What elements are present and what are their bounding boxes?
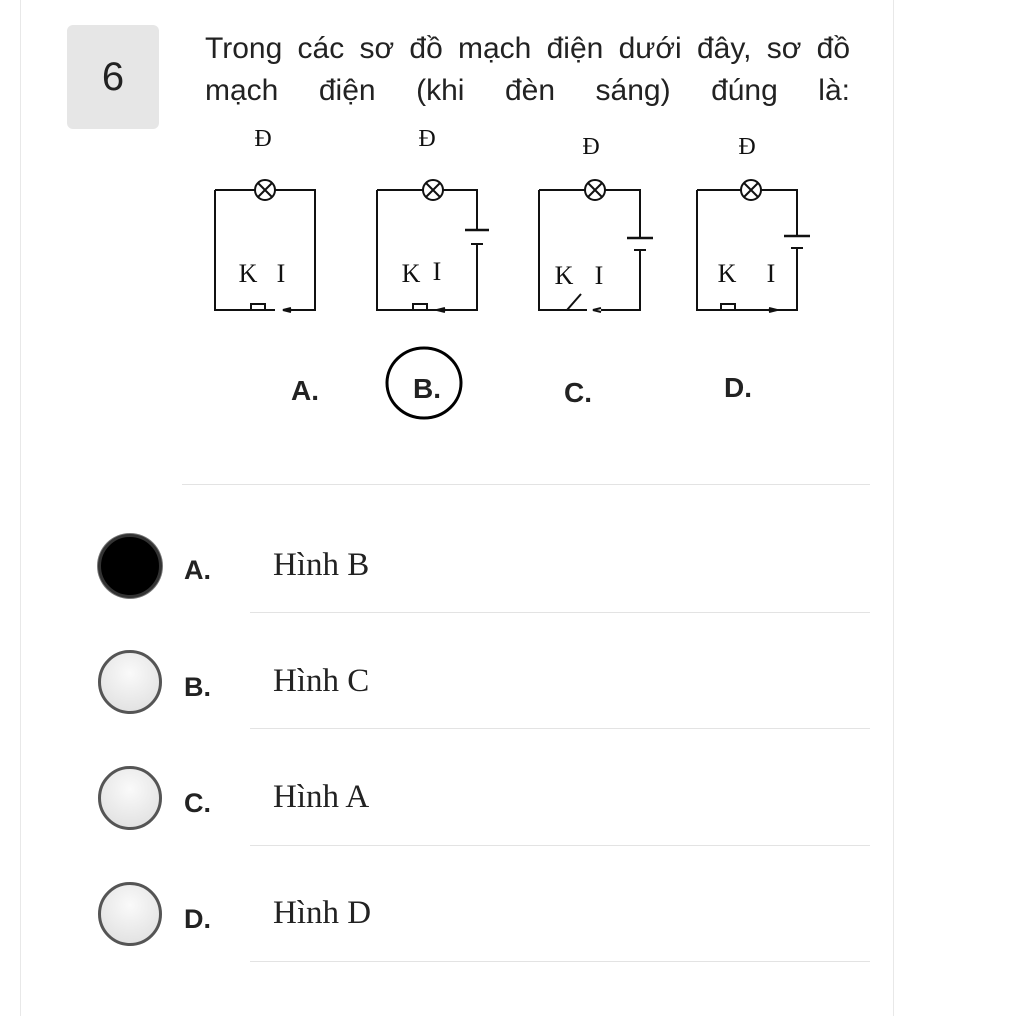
circuit-a xyxy=(215,180,315,312)
lamp-label-c: Đ xyxy=(582,134,600,160)
question-divider xyxy=(182,484,870,485)
option-divider xyxy=(250,612,870,613)
option-d-radio[interactable] xyxy=(98,882,162,946)
current-label-b: I xyxy=(432,257,442,286)
circuit-b xyxy=(377,180,489,312)
switch-label-a: K xyxy=(238,259,258,288)
current-label-c: I xyxy=(594,261,604,290)
option-divider xyxy=(250,728,870,729)
option-a-radio[interactable] xyxy=(98,534,162,598)
option-divider xyxy=(250,961,870,962)
question-number: 6 xyxy=(67,25,159,129)
option-d-text[interactable]: Hình D xyxy=(273,895,372,931)
option-divider xyxy=(250,845,870,846)
circuit-c xyxy=(539,180,653,312)
switch-label-d: K xyxy=(717,259,737,288)
option-d-letter: D. xyxy=(184,904,211,934)
option-b-text[interactable]: Hình C xyxy=(273,663,370,699)
lamp-label-b: Đ xyxy=(418,126,436,152)
diagram-label-d: D. xyxy=(724,372,752,403)
circuit-d xyxy=(697,180,810,312)
diagram-label-a: A. xyxy=(291,375,319,406)
circuit-diagrams xyxy=(195,112,825,432)
current-label-a: I xyxy=(276,259,286,288)
option-c-radio[interactable] xyxy=(98,766,162,830)
lamp-label-a: Đ xyxy=(254,126,272,152)
current-label-d: I xyxy=(766,259,776,288)
option-c-text[interactable]: Hình A xyxy=(273,779,370,815)
option-b-letter: B. xyxy=(184,672,211,702)
diagram-label-b: B. xyxy=(413,373,441,404)
option-a-text[interactable]: Hình B xyxy=(273,547,370,583)
lamp-label-d: Đ xyxy=(738,134,756,160)
diagram-label-c: C. xyxy=(564,377,592,408)
question-text: Trong các sơ đồ mạch điện dưới đây, sơ đồ mạch điện (khi đèn sáng) đúng là: xyxy=(205,32,850,107)
option-b-radio[interactable] xyxy=(98,650,162,714)
switch-label-c: K xyxy=(554,261,574,290)
switch-label-b: K xyxy=(401,259,421,288)
option-a-letter: A. xyxy=(184,555,211,585)
option-c-letter: C. xyxy=(184,788,211,818)
